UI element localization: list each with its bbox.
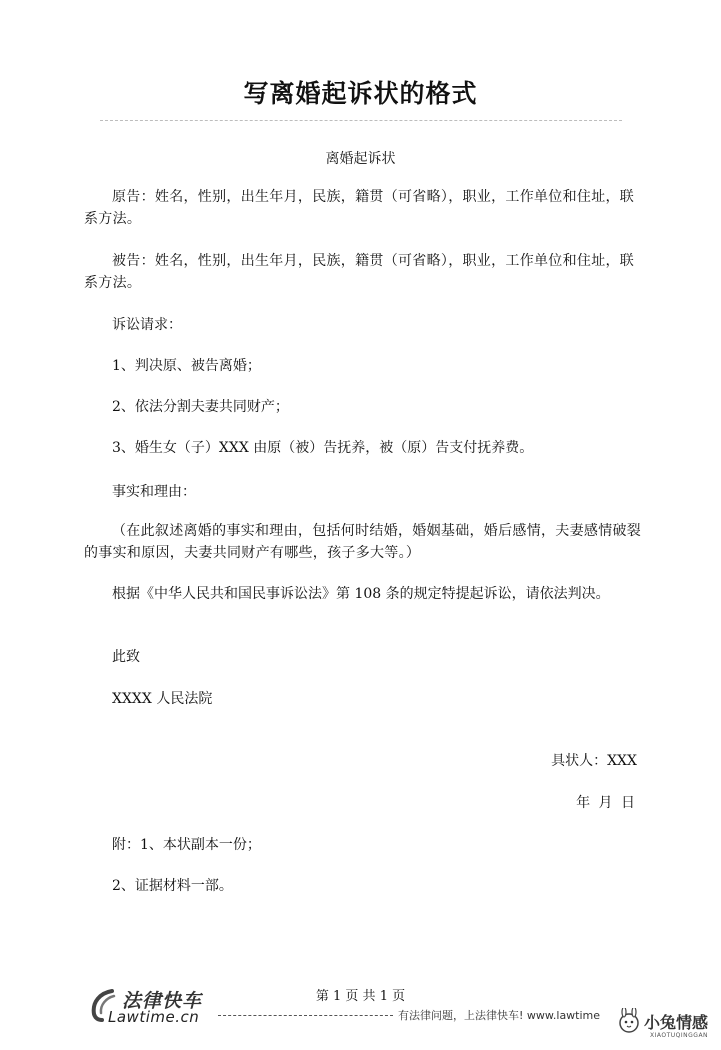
watermark [612,1002,721,1050]
page-title: 写离婚起诉状的格式 [243,79,478,108]
title-divider [100,120,622,121]
facts-paragraph: （在此叙述离婚的事实和理由，包括何时结婚，婚姻基础，婚后感情，夫妻感情破裂的事实和原因，夫妻共同财产有哪些，孩子多大等。） [84,523,642,561]
logo-text-cn: 法律快车 [122,990,203,1012]
watermark-text-en: XIAOTUQINGGAN [650,1032,709,1039]
legal-basis-paragraph: 根据《中华人民共和国民事诉讼法》第 108 条的规定特提起诉讼，请依法判决。 [112,586,610,602]
defendant-paragraph: 被告：姓名，性别，出生年月，民族，籍贯（可省略），职业，工作单位和住址，联系方法。 [84,253,635,291]
court-name: XXXX 人民法院 [112,691,213,707]
attachment-item: 2、证据材料一部。 [112,878,233,894]
signer: 具状人：XXX [551,753,637,769]
claim-item: 1、判决原、被告离婚； [112,358,261,374]
page-footer [0,980,721,1050]
salutation: 此致 [112,649,140,665]
watermark-text-cn: 小兔情感 [644,1013,709,1032]
date-line: 年 月 日 [576,795,637,811]
document-title: 离婚起诉状 [325,151,396,167]
rabbit-face-icon [616,1008,642,1034]
page-number: 第 1 页 共 1 页 [315,989,406,1004]
attachment-item: 附：1、本状副本一份； [112,837,261,853]
facts-label: 事实和理由： [112,484,196,500]
logo-text-en: Lawtime.cn [108,1008,200,1026]
footer-slogan: 有法律问题，上法律快车! www.lawtime [398,1009,601,1022]
footer-divider [218,1015,393,1016]
plaintiff-paragraph: 原告：姓名，性别，出生年月，民族，籍贯（可省略），职业，工作单位和住址，联系方法。 [84,189,635,227]
claim-item: 3、婚生女（子）XXX 由原（被）告抚养，被（原）告支付抚养费。 [112,440,534,456]
claims-label: 诉讼请求： [112,317,182,333]
claim-item: 2、依法分割夫妻共同财产； [112,399,289,415]
